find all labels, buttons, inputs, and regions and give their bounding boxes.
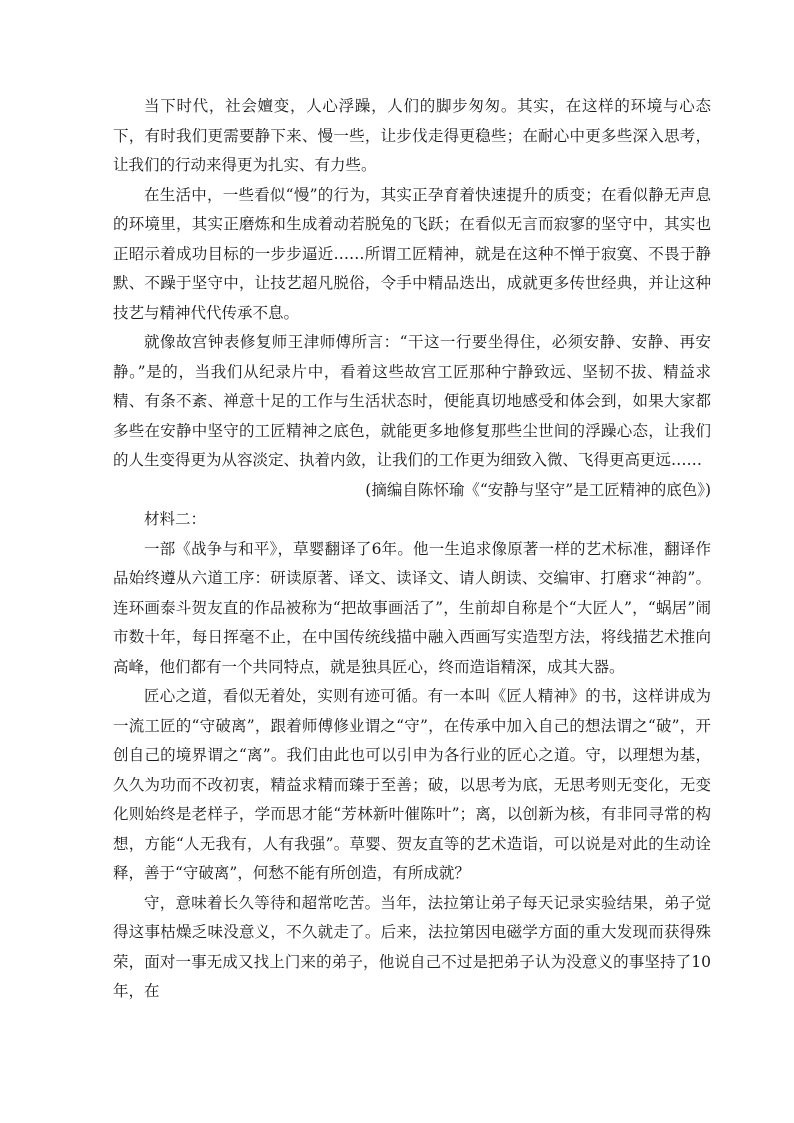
material2-heading: 材料二： (144, 510, 207, 528)
material1-paragraph-3: 就像故宫钟表修复师王津师傅所言：“干这一行要坐得住，必须安静、安静、再安静。”是的，当我们从纪录片中，看着这些故宫工匠那种宁静致远、坚韧不拔、精益求精、有条不紊、禅意十足的工作与生活状态时，便能真切地感受和体会到，如果大家都多些在安静中坚守的工匠精神之底色，就能更多地修复那些尘世间的浮躁心态，让我们的人生变得更为从容淡定、执着内敛，让我们的工作更为细致入微、飞得更高更远…… (113, 333, 711, 469)
material2-paragraph-1: 一部《战争与和平》，草婴翻译了6年。他一生追求像原著一样的艺术标准，翻译作品始终遵从六道工序：研读原著、译文、读译文、请人朗读、交编审、打磨求“神韵”。连环画泰斗贺友直的作品被称为“把故事画活了”，生前却自称是个“大匠人”，“蜗居”闹市数十年，每日挥毫不止，在中国传统线描中融入西画写实造型方法，将线描艺术推向高峰，他们都有一个共同特点，就是独具匠心，终而造诣精深，成其大器。 (113, 539, 711, 676)
document-page (113, 92, 711, 1007)
material1-paragraph-2: 在生活中，一些看似“慢”的行为，其实正孕育着快速提升的质变；在看似静无声息的环境里，其实正磨炼和生成着动若脱兔的飞跃；在看似无言而寂寥的坚守中，其实也正昭示着成功目标的一步步逼近……所谓工匠精神，就是在这种不惮于寂寞、不畏于静默、不躁于坚守中，让技艺超凡脱俗，令手中精品迭出，成就更多传世经典，并让这种技艺与精神代代传承不息。 (113, 185, 711, 322)
material2-paragraph-2: 匠心之道，看似无着处，实则有迹可循。有一本叫《匠人精神》的书，这样讲成为一流工匠的“守破离”，跟着师傅修业谓之“守”，在传承中加入自己的想法谓之“破”，开创自己的境界谓之“离”。我们由此也可以引申为各行业的匠心之道。守，以理想为基，久久为功而不改初衷，精益求精而臻于至善；破，以思考为底，无思考则无变化，无变化则始终是老样子，学而思才能“芳林新叶催陈叶”；离，以创新为核，有非同寻常的构想，方能“人无我有，人有我强”。草婴、贺友直等的艺术造诣，可以说是对此的生动诠释，善于“守破离”，何愁不能有所创造，有所成就？ (113, 687, 711, 882)
material1-source-citation: (摘编自陈怀瑜《“安静与坚守”是工匠精神的底色》) (365, 480, 711, 499)
material1-paragraph-1: 当下时代，社会嬗变，人心浮躁，人们的脚步匆匆。其实，在这样的环境与心态下，有时我们更需要静下来、慢一些，让步伐走得更稳些；在耐心中更多些深入思考，让我们的行动来得更为扎实、有力些。 (113, 97, 711, 174)
material2-paragraph-3: 守，意味着长久等待和超常吃苦。当年，法拉第让弟子每天记录实验结果，弟子觉得这事枯燥乏味没意义，不久就走了。后来，法拉第因电磁学方面的重大发现而获得殊荣，面对一事无成又找上门来的弟子，他说自己不过是把弟子认为没意义的事坚持了10年，在 (113, 893, 711, 1000)
